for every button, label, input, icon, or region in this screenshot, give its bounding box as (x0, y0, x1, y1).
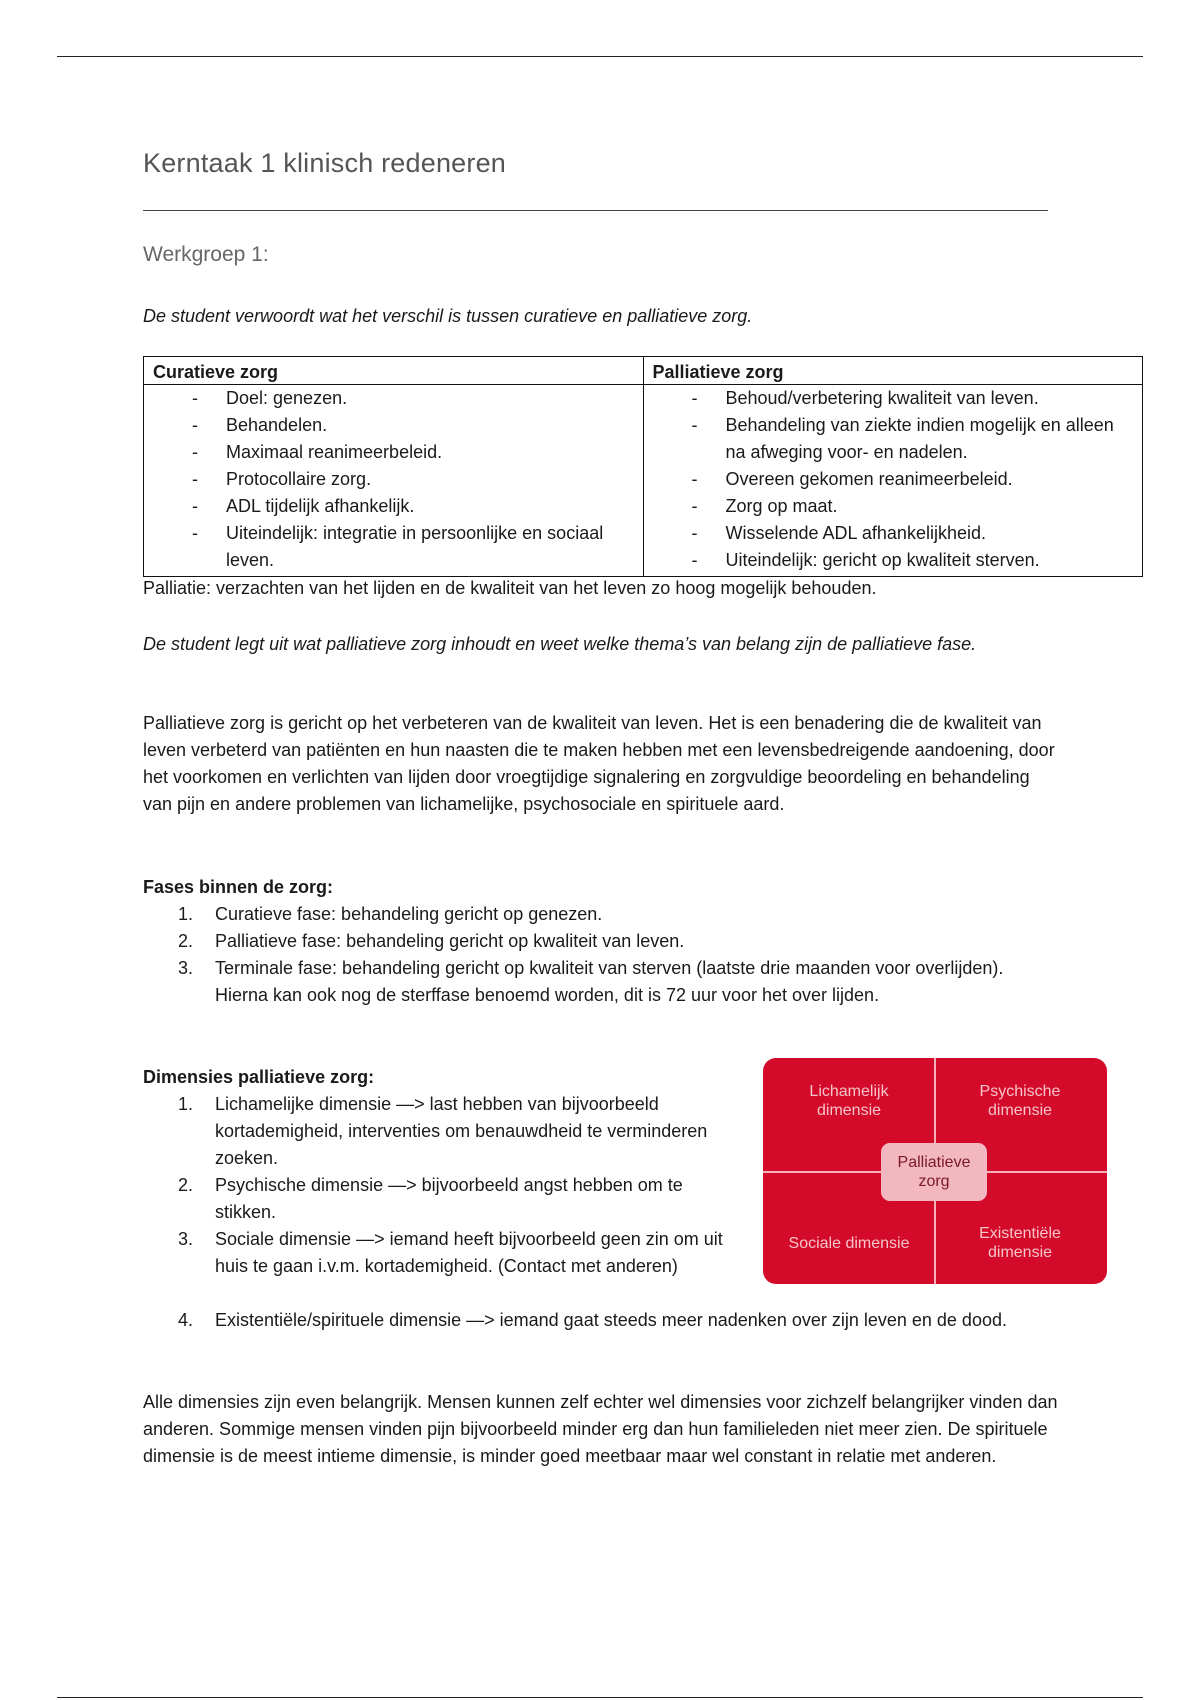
paragraph-palliatieve-zorg: Palliatieve zorg is gericht op het verbeteren van de kwaliteit van leven. Het is een benadering die de kwaliteit van leven verbeterd van patiënten en hun naasten die te maken hebben met een levensbedreigende aandoening, door het voorkomen en verlichten van lijden door vroegtijdige signalering en zorgvuldige beoordeling en behandeling van pijn en andere problemen van lichamelijke, psychosociale en spirituele aard. (143, 713, 1055, 814)
list-item: - Wisselende ADL afhankelijkheid. (644, 520, 1135, 547)
list-item: - Behandeling van ziekte indien mogelijk en alleen na afweging voor- en nadelen. (644, 412, 1135, 466)
diagram-lichamelijk: Lichamelijk dimensie (809, 1083, 889, 1119)
document-title: Kerntaak 1 klinisch redeneren (143, 148, 507, 178)
list-item: 1. Lichamelijke dimensie —> last hebben van bijvoorbeeld kortademigheid, interventies om benauwdheid te verminderen zoeken. (178, 1094, 708, 1168)
list-item: 4. Existentiële/spirituele dimensie —> iemand gaat steeds meer nadenken over zijn leven en de dood. (178, 1310, 1007, 1330)
curatieve-list (144, 385, 635, 574)
top-rule (57, 56, 1143, 57)
dimensions-diagram (763, 1058, 1107, 1284)
list-item: - Behoud/verbetering kwaliteit van leven. (644, 385, 1135, 412)
palliatieve-list (644, 385, 1135, 574)
paragraph-dimensies: Alle dimensies zijn even belangrijk. Mensen kunnen zelf echter wel dimensies voor zichzelf belangrijker vinden dan anderen. Sommige mensen vinden pijn bijvoorbeeld minder erg dan hun familieleden niet meer zien. De spirituele dimensie is de meest intieme dimensie, is minder goed meetbaar maar wel constant in relatie met anderen. (143, 1392, 1058, 1466)
list-item: - Maximaal reanimeerbeleid. (144, 439, 635, 466)
list-item: 1. Curatieve fase: behandeling gericht op genezen. (178, 904, 603, 924)
palliatieve-cell (643, 385, 1143, 577)
palliatie-note: Palliatie: verzachten van het lijden en de kwaliteit van het leven zo hoog mogelijk behouden. (143, 578, 877, 598)
list-item: - Doel: genezen. (144, 385, 635, 412)
list-item: - Protocollaire zorg. (144, 466, 635, 493)
list-item: - Behandelen. (144, 412, 635, 439)
diagram-sociale: Sociale dimensie (788, 1235, 910, 1252)
subheading: Werkgroep 1: (143, 243, 269, 266)
diagram-psychische: Psychische dimensie (979, 1083, 1061, 1119)
list-item: - Zorg op maat. (644, 493, 1135, 520)
objective-1: De student verwoordt wat het verschil is tussen curatieve en palliatieve zorg. (143, 306, 753, 326)
list-item: 3. Sociale dimensie —> iemand heeft bijvoorbeeld geen zin om uit huis te gaan i.v.m. kortademigheid. (Contact met anderen) (178, 1229, 723, 1276)
list-item: - Overeen gekomen reanimeerbeleid. (644, 466, 1135, 493)
table-header-palliatieve: Palliatieve zorg (643, 357, 1143, 385)
diagram-existentiele: Existentiële dimensie (979, 1225, 1061, 1261)
list-item: - Uiteindelijk: integratie in persoonlijke en sociaal leven. (144, 520, 635, 574)
diagram-center-palliatieve-zorg: Palliatieve zorg (881, 1143, 987, 1201)
curatieve-cell (144, 385, 644, 577)
dimensions-list-a (143, 1091, 728, 1280)
phases-heading: Fases binnen de zorg: (143, 877, 334, 897)
list-item: - ADL tijdelijk afhankelijk. (144, 493, 635, 520)
objective-2: De student legt uit wat palliatieve zorg inhoudt en weet welke thema’s van belang zijn de palliatieve fase. (143, 634, 977, 654)
dimensions-heading: Dimensies palliatieve zorg: (143, 1067, 375, 1087)
list-item: 2. Psychische dimensie —> bijvoorbeeld angst hebben om te stikken. (178, 1175, 683, 1222)
dimensions-list-b (143, 1307, 1063, 1334)
bottom-rule (57, 1697, 1143, 1698)
phases-list (143, 901, 1043, 1009)
list-item: 2. Palliatieve fase: behandeling gericht op kwaliteit van leven. (178, 931, 685, 951)
list-item: - Uiteindelijk: gericht op kwaliteit sterven. (644, 547, 1135, 574)
comparison-table (143, 356, 1143, 577)
list-item: 3. Terminale fase: behandeling gericht op kwaliteit van sterven (laatste drie maanden voor overlijden). Hierna kan ook nog de sterffase benoemd worden, dit is 72 uur voor het over lijden. (178, 958, 1004, 1005)
title-underline (143, 210, 1048, 211)
table-header-curatieve: Curatieve zorg (144, 357, 644, 385)
